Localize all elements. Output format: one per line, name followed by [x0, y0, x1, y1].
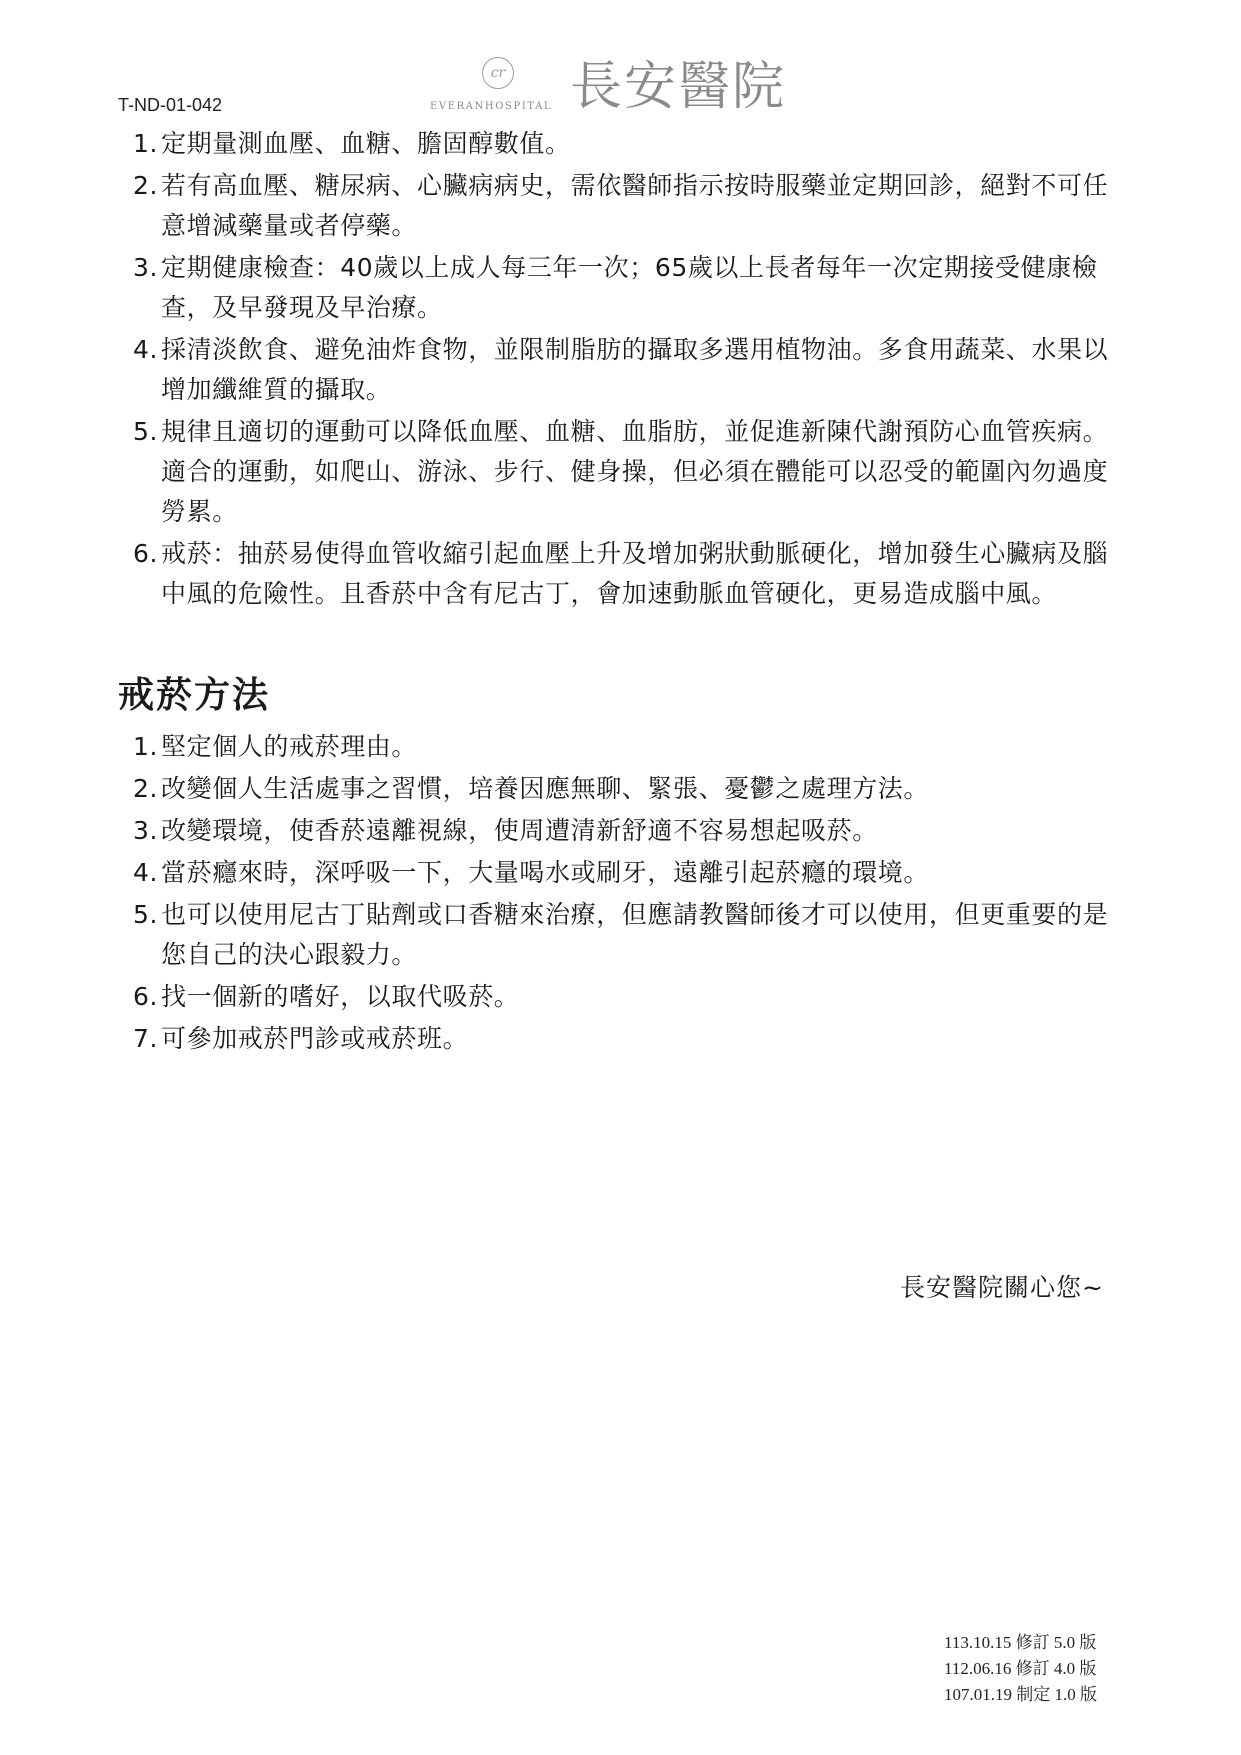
- item-number: 1.: [133, 129, 159, 158]
- prevention-list: [133, 124, 1113, 616]
- item-text: 定期量測血壓、血糖、膽固醇數值。: [161, 129, 571, 158]
- list-item: [133, 124, 1113, 164]
- item-text: 戒菸：抽菸易使得血管收縮引起血壓上升及增加粥狀動脈硬化，增加發生心臟病及腦中風的危險性。且香菸中含有尼古丁，會加速動脈血管硬化，更易造成腦中風。: [161, 539, 1109, 608]
- revision-line: 113.10.15 修訂 5.0 版: [944, 1633, 1097, 1652]
- list-item: [133, 1019, 1113, 1059]
- list-item: [133, 727, 1113, 767]
- list-item: [133, 166, 1113, 246]
- item-number: 3.: [133, 253, 159, 282]
- item-number: 2.: [133, 171, 159, 200]
- logo-english-name: EVERANHOSPITAL: [430, 101, 553, 112]
- item-text: 找一個新的嗜好，以取代吸菸。: [161, 982, 520, 1011]
- list-item: [133, 330, 1113, 410]
- logo-emblem-icon: cr: [482, 57, 514, 89]
- item-number: 3.: [133, 816, 159, 845]
- item-text: 當菸癮來時，深呼吸一下，大量喝水或刷牙，遠離引起菸癮的環境。: [161, 858, 930, 887]
- item-number: 6.: [133, 982, 159, 1011]
- item-text: 可參加戒菸門診或戒菸班。: [161, 1024, 469, 1053]
- list-item: [133, 811, 1113, 851]
- item-number: 7.: [133, 1024, 159, 1053]
- item-text: 定期健康檢查：40歲以上成人每三年一次；65歲以上長者每年一次定期接受健康檢查，及早發現及早治療。: [161, 253, 1098, 322]
- item-text: 也可以使用尼古丁貼劑或口香糖來治療，但應請教醫師後才可以使用，但更重要的是您自己的決心跟毅力。: [161, 900, 1109, 969]
- list-item: [133, 853, 1113, 893]
- item-number: 6.: [133, 539, 159, 568]
- item-text: 改變個人生活處事之習慣，培養因應無聊、緊張、憂鬱之處理方法。: [161, 774, 930, 803]
- revision-line: 107.01.19 制定 1.0 版: [944, 1685, 1097, 1704]
- hospital-logo: [430, 55, 830, 119]
- list-item: [133, 412, 1113, 532]
- closing-message: 長安醫院關心您~: [900, 1273, 1104, 1302]
- item-text: 採清淡飲食、避免油炸食物，並限制脂肪的攝取多選用植物油。多食用蔬菜、水果以增加纖維質的攝取。: [161, 335, 1109, 404]
- list-item: [133, 769, 1113, 809]
- item-text: 若有高血壓、糖尿病、心臟病病史，需依醫師指示按時服藥並定期回診，絕對不可任意增減藥量或者停藥。: [161, 171, 1109, 240]
- item-number: 4.: [133, 335, 159, 364]
- item-number: 2.: [133, 774, 159, 803]
- revision-history: [944, 1630, 1097, 1708]
- smoking-cessation-list: [133, 727, 1113, 1061]
- logo-chinese-name: 長安醫院: [570, 57, 787, 117]
- item-text: 規律且適切的運動可以降低血壓、血糖、血脂肪，並促進新陳代謝預防心血管疾病。適合的運動，如爬山、游泳、步行、健身操，但必須在體能可以忍受的範圍內勿過度勞累。: [161, 417, 1109, 526]
- section-title: 戒菸方法: [118, 675, 271, 716]
- list-item: [133, 248, 1113, 328]
- document-code: T-ND-01-042: [118, 95, 223, 115]
- item-number: 5.: [133, 900, 159, 929]
- revision-line: 112.06.16 修訂 4.0 版: [944, 1659, 1097, 1678]
- item-number: 4.: [133, 858, 159, 887]
- list-item: [133, 895, 1113, 975]
- item-number: 1.: [133, 732, 159, 761]
- item-text: 堅定個人的戒菸理由。: [161, 732, 418, 761]
- item-number: 5.: [133, 417, 159, 446]
- list-item: [133, 977, 1113, 1017]
- item-text: 改變環境，使香菸遠離視線，使周遭清新舒適不容易想起吸菸。: [161, 816, 878, 845]
- list-item: [133, 534, 1113, 614]
